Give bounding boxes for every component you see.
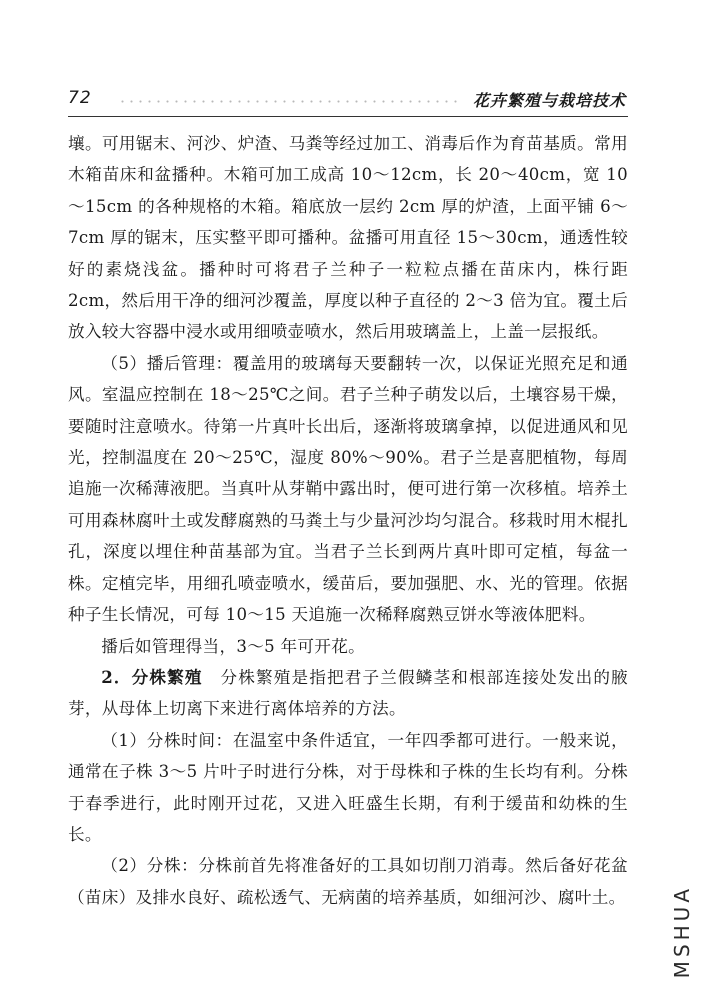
paragraph xyxy=(68,662,628,725)
header-rule xyxy=(68,116,628,117)
paragraph: 壤。可用锯末、河沙、炉渣、马粪等经过加工、消毒后作为育苗基质。常用木箱苗床和盆播种。木箱可加工成高 10～12cm，长 20～40cm，宽 10～15cm 的各种规格的木箱。箱底放一层约 2cm 厚的炉渣，上面平铺 6～7cm 厚的锯末，压实整平即可播种。盆播可用直径 15～30cm，通透性较好的素烧浅盆。播种时可将君子兰种子一粒粒点播在苗床内，株行距 2cm，然后用干净的细河沙覆盖，厚度以种子直径的 2～3 倍为宜。覆土后放入较大容器中浸水或用细喷壶喷水，然后用玻璃盖上，上盖一层报纸。 xyxy=(68,134,628,342)
paragraph-text: 分株繁殖是指把君子兰假鳞茎和根部连接处发出的腋芽，从母体上切离下来进行离体培养的方法。 xyxy=(68,667,628,719)
paragraph: （2）分株：分株前首先将准备好的工具如切削刀消毒。然后备好花盆（苗床）及排水良好、疏松透气、无病菌的培养基质，如细河沙、腐叶土。 xyxy=(68,856,628,907)
header-dotted-leader xyxy=(118,100,458,103)
page-header xyxy=(68,88,626,118)
running-title: 花卉繁殖与栽培技术 xyxy=(472,91,626,110)
paragraph: （5）播后管理：覆盖用的玻璃每天要翻转一次，以保证光照充足和通风。室温应控制在 18～25℃之间。君子兰种子萌发以后，土壤容易干燥，要随时注意喷水。待第一片真叶长出后，逐渐将玻璃拿掉，以促进通风和见光，控制温度在 20～25℃，湿度 80%～90%。君子兰是喜肥植物，每周追施一次稀薄液肥。当真叶从芽鞘中露出时，便可进行第一次移植。培养土可用森林腐叶土或发酵腐熟的马粪土与少量河沙均匀混合。移栽时用木棍扎孔，深度以埋住种苗基部为宜。当君子兰长到两片真叶即可定植，每盆一株。定植完毕，用细孔喷壶喷水，缓苗后，要加强肥、水、光的管理。依据种子生长情况，可每 10～15 天追施一次稀释腐熟豆饼水等液体肥料。 xyxy=(68,353,628,625)
page-number: 72 xyxy=(68,88,92,108)
paragraph: 播后如管理得当，3～5 年可开花。 xyxy=(101,636,365,656)
body-text xyxy=(68,128,628,913)
paragraph: （1）分株时间：在温室中条件适宜，一年四季都可进行。一般来说，通常在子株 3～5 片叶子时进行分株，对于母株和子株的生长均有利。分株于春季进行，此时刚开过花，又进入旺盛生长期，有利于缓苗和幼株的生长。 xyxy=(68,730,628,844)
watermark: MSHUA xyxy=(670,885,694,979)
section-heading: 2．分株繁殖 xyxy=(101,666,203,687)
